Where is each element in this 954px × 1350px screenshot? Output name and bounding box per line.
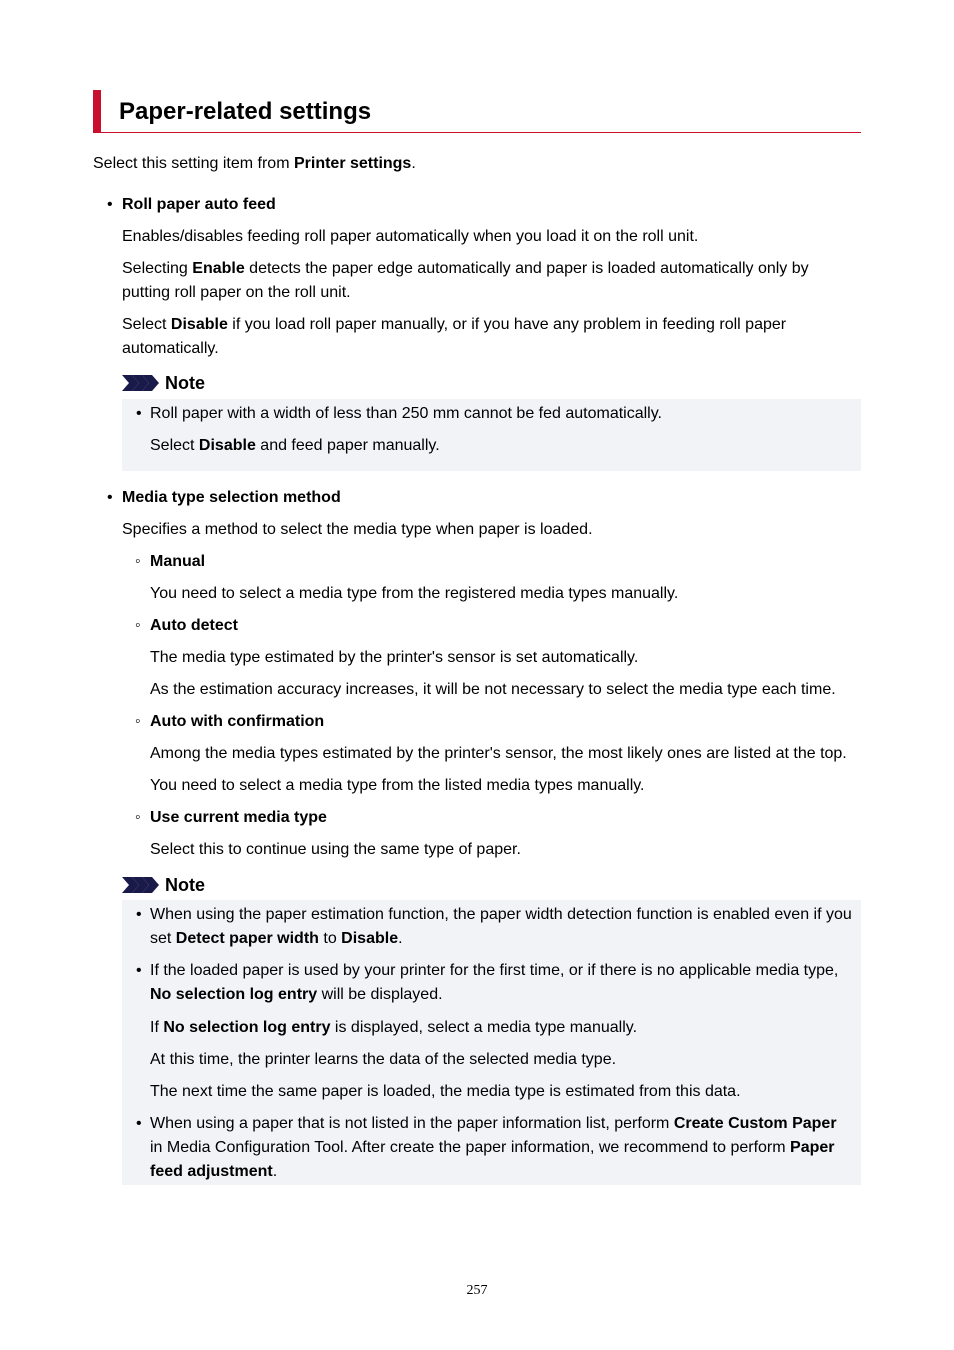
page-title bbox=[93, 90, 861, 133]
note-item: When using the paper estimation function, the paper width detection function is enabled even if you bbox=[150, 906, 852, 923]
option-label-manual: Manual bbox=[150, 553, 206, 570]
note-chevrons-icon bbox=[122, 877, 160, 893]
note-chevrons-icon bbox=[122, 375, 160, 391]
bullet: • bbox=[107, 489, 113, 506]
option-label-auto-detect: Auto detect bbox=[150, 617, 238, 634]
sub-bullet: ◦ bbox=[135, 553, 141, 570]
note-label: Note bbox=[165, 373, 205, 393]
option-desc: You need to select a media type from the listed media types manually. bbox=[150, 777, 645, 794]
note-item: If the loaded paper is used by your printer for the first time, or if there is no applicable media type, bbox=[150, 962, 839, 979]
title-accent-bar bbox=[93, 90, 101, 132]
paragraph: Selecting Enable detects the paper edge automatically and paper is loaded automatically only by bbox=[122, 260, 809, 277]
bullet: • bbox=[136, 962, 142, 979]
note-item-sub: The next time the same paper is loaded, the media type is estimated from this data. bbox=[150, 1083, 741, 1100]
option-desc: The media type estimated by the printer's sensor is set automatically. bbox=[150, 649, 639, 666]
bullet: • bbox=[136, 906, 142, 923]
paragraph-continued: automatically. bbox=[122, 340, 219, 357]
note-item-continued: feed adjustment. bbox=[150, 1163, 278, 1180]
sub-bullet: ◦ bbox=[135, 809, 141, 826]
paragraph-continued: putting roll paper on the roll unit. bbox=[122, 284, 351, 301]
bullet: • bbox=[136, 405, 142, 422]
option-label-use-current-media-type: Use current media type bbox=[150, 809, 327, 826]
bullet: • bbox=[107, 196, 113, 213]
note-item-sub: Select Disable and feed paper manually. bbox=[150, 437, 440, 454]
paragraph: Specifies a method to select the media type when paper is loaded. bbox=[122, 521, 593, 538]
note-item-sub: If No selection log entry is displayed, select a media type manually. bbox=[150, 1019, 638, 1036]
note-item-continued: in Media Configuration Tool. After create the paper information, we recommend to perform Paper bbox=[150, 1139, 835, 1156]
intro-text: Select this setting item from Printer settings. bbox=[93, 155, 416, 172]
note-item-continued: set Detect paper width to Disable. bbox=[150, 930, 403, 947]
sub-bullet: ◦ bbox=[135, 713, 141, 730]
note-item-continued: No selection log entry will be displayed. bbox=[150, 986, 443, 1003]
section-heading-media-type-selection: Media type selection method bbox=[122, 489, 341, 506]
paragraph: Enables/disables feeding roll paper automatically when you load it on the roll unit. bbox=[122, 228, 699, 245]
page-title-text: Paper-related settings bbox=[119, 98, 372, 125]
option-desc: As the estimation accuracy increases, it will be not necessary to select the media type each time. bbox=[150, 681, 836, 698]
page-number: 257 bbox=[466, 1283, 488, 1298]
option-desc: Select this to continue using the same type of paper. bbox=[150, 841, 521, 858]
sub-bullet: ◦ bbox=[135, 617, 141, 634]
bullet: • bbox=[136, 1115, 142, 1132]
option-desc: You need to select a media type from the registered media types manually. bbox=[150, 585, 679, 602]
section-heading-roll-paper-auto-feed: Roll paper auto feed bbox=[122, 196, 276, 213]
note-item: Roll paper with a width of less than 250 mm cannot be fed automatically. bbox=[150, 405, 662, 422]
paragraph: Select Disable if you load roll paper manually, or if you have any problem in feeding roll paper bbox=[122, 316, 787, 333]
option-desc: Among the media types estimated by the printer's sensor, the most likely ones are listed at the top. bbox=[150, 745, 847, 762]
note-item: When using a paper that is not listed in the paper information list, perform Create Custom Paper bbox=[150, 1115, 837, 1132]
note-item-sub: At this time, the printer learns the data of the selected media type. bbox=[150, 1051, 617, 1068]
option-label-auto-with-confirmation: Auto with confirmation bbox=[150, 713, 325, 730]
note-label: Note bbox=[165, 875, 205, 895]
